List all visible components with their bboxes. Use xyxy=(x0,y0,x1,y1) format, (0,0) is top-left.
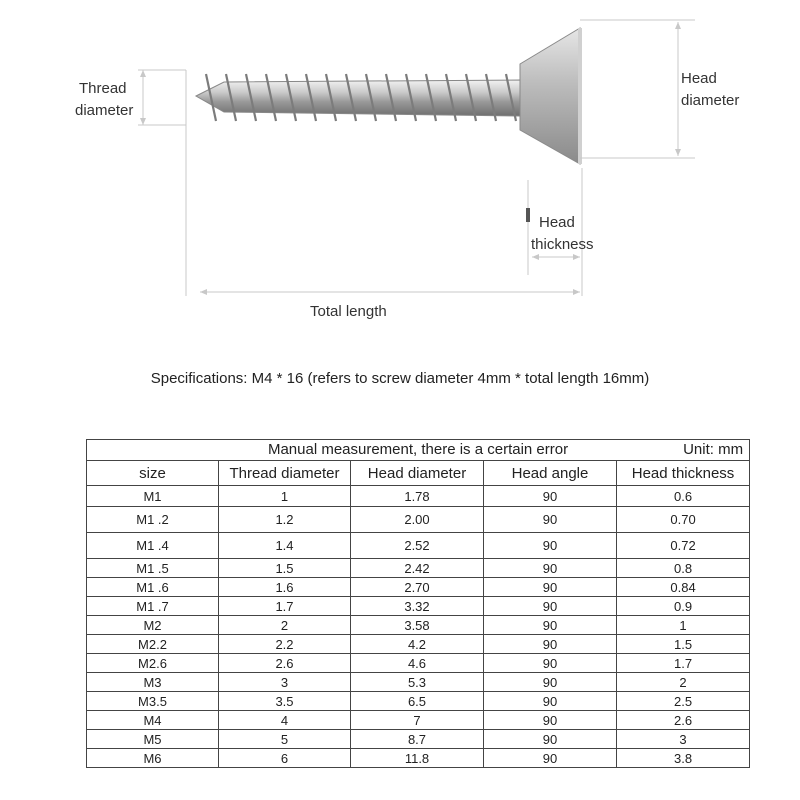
table-row xyxy=(87,654,750,673)
table-cell: 5.3 xyxy=(351,673,484,692)
thread-diameter-label: Thread diameter xyxy=(75,80,134,119)
table-cell: 3 xyxy=(617,730,750,749)
head-thickness-marker xyxy=(526,208,530,222)
table-cell: 90 xyxy=(484,673,617,692)
col-header-thread-diameter: Thread diameter xyxy=(219,461,351,486)
table-cell: 0.84 xyxy=(617,578,750,597)
table-cell: 0.72 xyxy=(617,533,750,559)
table-row xyxy=(87,730,750,749)
table-cell: M1 .5 xyxy=(87,559,219,578)
table-cell: 0.6 xyxy=(617,486,750,507)
col-header-size: size xyxy=(87,461,219,486)
table-cell: 2.6 xyxy=(219,654,351,673)
table-cell: 90 xyxy=(484,578,617,597)
table-cell: 2.5 xyxy=(617,692,750,711)
table-caption-row xyxy=(87,440,750,461)
table-cell: M2.6 xyxy=(87,654,219,673)
measurement-note: Manual measurement, there is a certain error xyxy=(267,441,569,458)
table-cell: 90 xyxy=(484,692,617,711)
table-row xyxy=(87,692,750,711)
table-cell: M1 .4 xyxy=(87,533,219,559)
table-cell: 4.2 xyxy=(351,635,484,654)
table-cell: 3.5 xyxy=(219,692,351,711)
unit-label: Unit: mm xyxy=(683,441,744,458)
table-row xyxy=(87,486,750,507)
table-row xyxy=(87,559,750,578)
table-cell: 2 xyxy=(617,673,750,692)
table-cell: 7 xyxy=(351,711,484,730)
screw-diagram xyxy=(0,0,800,340)
table-cell: 3.58 xyxy=(351,616,484,635)
table-cell: M3.5 xyxy=(87,692,219,711)
table-cell: 90 xyxy=(484,597,617,616)
table-cell: 90 xyxy=(484,730,617,749)
table-cell: M2.2 xyxy=(87,635,219,654)
table-cell: 90 xyxy=(484,635,617,654)
table-cell: 1 xyxy=(219,486,351,507)
col-header-head-thickness: Head thickness xyxy=(617,461,750,486)
col-header-head-angle: Head angle xyxy=(484,461,617,486)
table-cell: 5 xyxy=(219,730,351,749)
table-row xyxy=(87,711,750,730)
table-cell: 2.70 xyxy=(351,578,484,597)
head-thickness-label: Head thickness xyxy=(531,214,594,253)
table-cell: 2.52 xyxy=(351,533,484,559)
table-row xyxy=(87,578,750,597)
table-cell: 90 xyxy=(484,711,617,730)
table-cell: 8.7 xyxy=(351,730,484,749)
table-cell: M1 .6 xyxy=(87,578,219,597)
table-cell: 1.5 xyxy=(617,635,750,654)
table-cell: 4.6 xyxy=(351,654,484,673)
table-cell: 3.8 xyxy=(617,749,750,768)
table-row xyxy=(87,597,750,616)
table-cell: M2 xyxy=(87,616,219,635)
table-cell: 2 xyxy=(219,616,351,635)
col-header-head-diameter: Head diameter xyxy=(351,461,484,486)
table-cell: 90 xyxy=(484,486,617,507)
table-cell: 0.8 xyxy=(617,559,750,578)
table-cell: M5 xyxy=(87,730,219,749)
table-cell: M4 xyxy=(87,711,219,730)
screw-illustration xyxy=(196,28,582,164)
table-cell: M3 xyxy=(87,673,219,692)
table-row xyxy=(87,507,750,533)
table-row xyxy=(87,635,750,654)
table-row xyxy=(87,673,750,692)
table-cell: 6.5 xyxy=(351,692,484,711)
table-cell: 1.7 xyxy=(617,654,750,673)
table-cell: M1 .2 xyxy=(87,507,219,533)
table-cell: 90 xyxy=(484,507,617,533)
table-cell: 6 xyxy=(219,749,351,768)
table-cell: 4 xyxy=(219,711,351,730)
head-diameter-label: Head diameter xyxy=(681,70,740,109)
table-cell: 1.6 xyxy=(219,578,351,597)
table-cell: 2.00 xyxy=(351,507,484,533)
table-cell: 2.2 xyxy=(219,635,351,654)
table-cell: 1.2 xyxy=(219,507,351,533)
table-cell: 90 xyxy=(484,749,617,768)
dimension-lines xyxy=(138,20,695,296)
size-table xyxy=(86,439,750,768)
table-row xyxy=(87,749,750,768)
table-cell: M1 xyxy=(87,486,219,507)
table-cell: 1.4 xyxy=(219,533,351,559)
table-row xyxy=(87,616,750,635)
table-cell: 1 xyxy=(617,616,750,635)
table-cell: 90 xyxy=(484,654,617,673)
specification-text: Specifications: M4 * 16 (refers to screw diameter 4mm * total length 16mm) xyxy=(150,370,650,387)
table-cell: M6 xyxy=(87,749,219,768)
table-cell: 11.8 xyxy=(351,749,484,768)
table-cell: 90 xyxy=(484,616,617,635)
table-cell: 3.32 xyxy=(351,597,484,616)
table-cell: M1 .7 xyxy=(87,597,219,616)
table-cell: 0.70 xyxy=(617,507,750,533)
table-row xyxy=(87,533,750,559)
table-cell: 1.5 xyxy=(219,559,351,578)
table-cell: 90 xyxy=(484,533,617,559)
total-length-label: Total length xyxy=(310,303,387,320)
table-cell: 0.9 xyxy=(617,597,750,616)
table-header-row xyxy=(87,461,750,486)
table-cell: 1.7 xyxy=(219,597,351,616)
table-cell: 1.78 xyxy=(351,486,484,507)
table-cell: 3 xyxy=(219,673,351,692)
table-cell: 2.42 xyxy=(351,559,484,578)
table-cell: 90 xyxy=(484,559,617,578)
table-cell: 2.6 xyxy=(617,711,750,730)
